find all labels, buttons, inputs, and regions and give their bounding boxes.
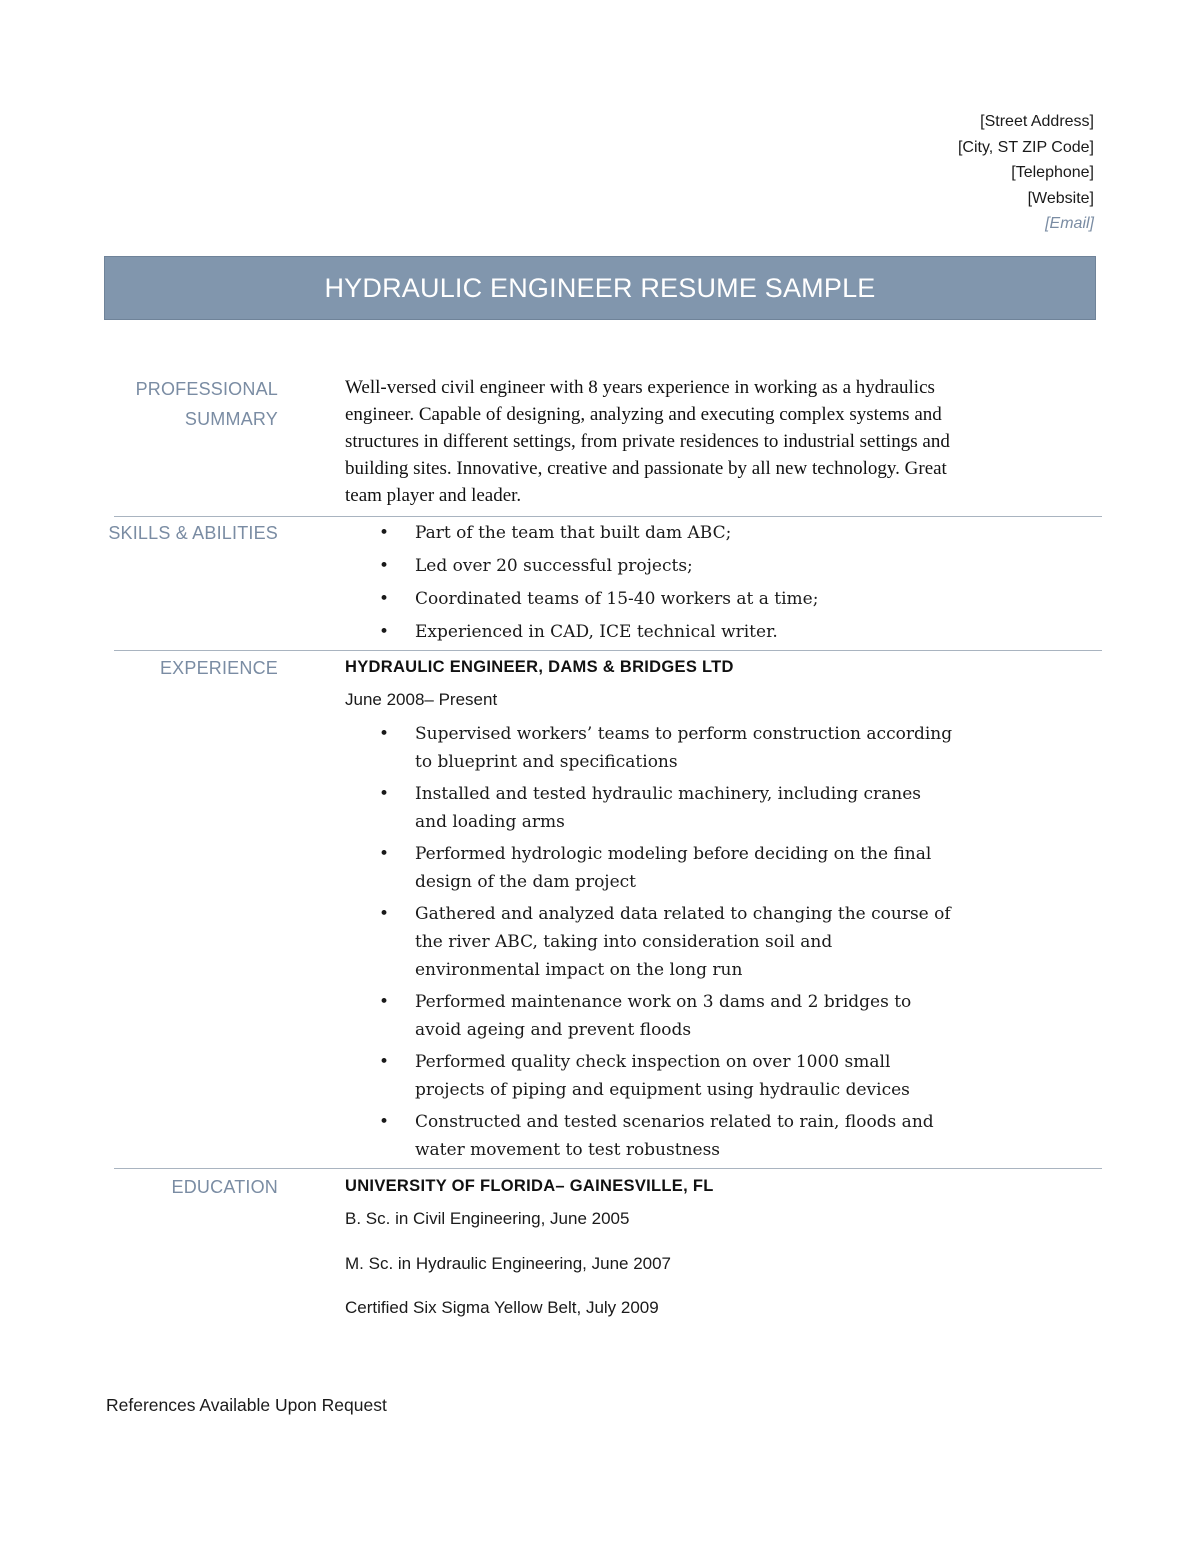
resume-title-banner bbox=[104, 256, 1096, 320]
summary-label-line1: PROFESSIONAL bbox=[135, 379, 278, 399]
bullet-icon: • bbox=[379, 844, 390, 864]
experience-list bbox=[345, 720, 955, 1168]
summary-label-line2: SUMMARY bbox=[184, 409, 278, 429]
contact-block bbox=[958, 109, 1094, 237]
list-item: • Performed quality check inspection on over 1000 small projects of piping and equipment using hydraulic devices bbox=[345, 1048, 955, 1104]
job-title: HYDRAULIC ENGINEER, DAMS & BRIDGES LTD bbox=[345, 658, 734, 676]
bullet-icon: • bbox=[379, 622, 390, 642]
school-name: UNIVERSITY OF FLORIDA– GAINESVILLE, FL bbox=[345, 1177, 714, 1195]
experience-section-label: EXPERIENCE bbox=[159, 658, 278, 678]
bullet-icon: • bbox=[379, 784, 390, 804]
telephone: [Telephone] bbox=[1011, 164, 1094, 181]
street-address: [Street Address] bbox=[980, 113, 1094, 130]
degree-item: M. Sc. in Hydraulic Engineering, June 2007 bbox=[345, 1254, 672, 1273]
degree-item: Certified Six Sigma Yellow Belt, July 2009 bbox=[345, 1298, 659, 1317]
bullet-icon: • bbox=[379, 556, 390, 576]
bullet-icon: • bbox=[379, 523, 390, 543]
bullet-icon: • bbox=[379, 589, 390, 609]
resume-title: HYDRAULIC ENGINEER RESUME SAMPLE bbox=[324, 272, 876, 303]
list-item: • Part of the team that built dam ABC; bbox=[345, 517, 818, 550]
city-state-zip: [City, ST ZIP Code] bbox=[957, 138, 1094, 156]
summary-section-label bbox=[136, 374, 278, 434]
references-note: References Available Upon Request bbox=[106, 1395, 387, 1415]
list-item: • Gathered and analyzed data related to changing the course of the river ABC, taking into consideration soil and environmental impact on the long run bbox=[345, 900, 955, 984]
degree-item: B. Sc. in Civil Engineering, June 2005 bbox=[345, 1209, 630, 1228]
list-item: • Installed and tested hydraulic machinery, including cranes and loading arms bbox=[345, 780, 955, 836]
skills-list bbox=[345, 517, 818, 649]
skills-section-label: SKILLS & ABILITIES bbox=[108, 523, 278, 543]
list-item: • Led over 20 successful projects; bbox=[345, 550, 818, 583]
list-item: • Experienced in CAD, ICE technical writer. bbox=[345, 616, 818, 649]
list-item: • Coordinated teams of 15-40 workers at a time; bbox=[345, 583, 818, 616]
list-item: • Supervised workers’ teams to perform construction according to blueprint and specifications bbox=[345, 720, 955, 776]
bullet-icon: • bbox=[379, 1112, 390, 1132]
email: [Email] bbox=[1045, 215, 1094, 232]
bullet-icon: • bbox=[379, 904, 390, 924]
job-dates: June 2008– Present bbox=[345, 690, 498, 709]
list-item: • Constructed and tested scenarios related to rain, floods and water movement to test robustness bbox=[345, 1108, 955, 1164]
bullet-icon: • bbox=[379, 992, 390, 1012]
section-divider bbox=[114, 650, 1102, 651]
education-section-label: EDUCATION bbox=[171, 1177, 278, 1197]
summary-text: Well-versed civil engineer with 8 years experience in working as a hydraulics engineer. Capable of designing, analyzing and executing complex systems and structures in different settings, from private residences to industrial settings and building sites. Innovative, creative and passionate by all new technology. Great team player and leader. bbox=[345, 377, 950, 506]
bullet-icon: • bbox=[379, 1052, 390, 1072]
list-item: • Performed maintenance work on 3 dams and 2 bridges to avoid ageing and prevent floods bbox=[345, 988, 955, 1044]
section-divider bbox=[114, 1168, 1102, 1169]
bullet-icon: • bbox=[379, 724, 390, 744]
website: [Website] bbox=[1027, 189, 1094, 207]
list-item: • Performed hydrologic modeling before deciding on the final design of the dam project bbox=[345, 840, 955, 896]
